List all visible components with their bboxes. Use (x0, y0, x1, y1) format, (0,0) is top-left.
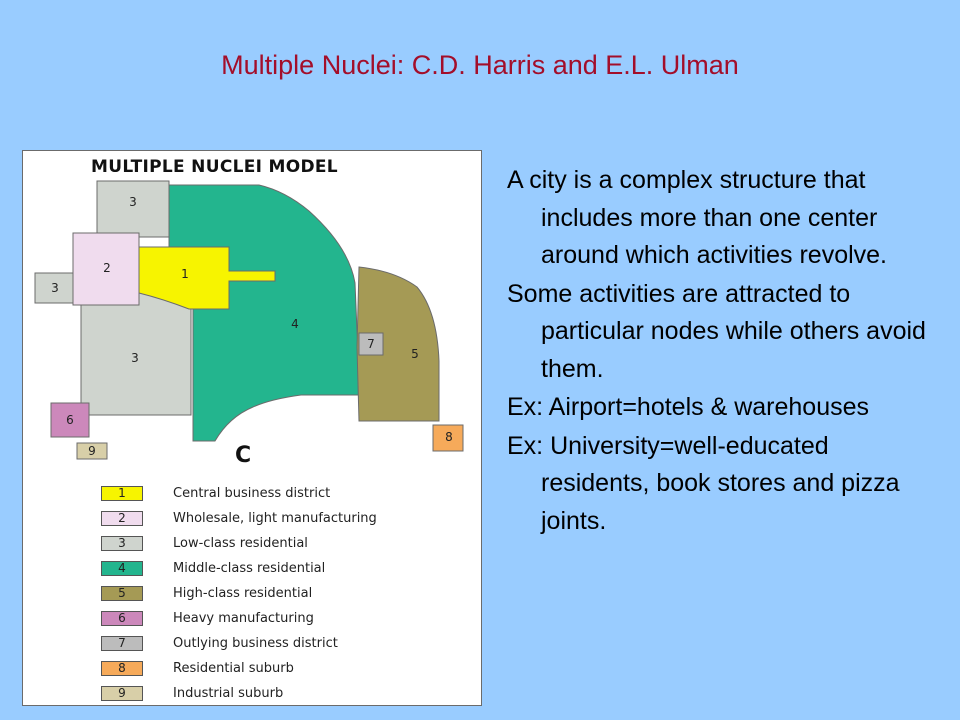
zone-4-middle-class (169, 185, 363, 441)
diagram-title: MULTIPLE NUCLEI MODEL (91, 157, 338, 177)
zone-6-label: 6 (66, 413, 74, 427)
zone-9-label: 9 (88, 444, 96, 458)
legend-swatch: 6 (101, 611, 143, 626)
legend-swatch: 1 (101, 486, 143, 501)
zone-4-label: 4 (291, 317, 299, 331)
zone-3-main-label: 3 (131, 351, 139, 365)
legend-label: Middle-class residential (173, 561, 326, 576)
legend-swatch: 7 (101, 636, 143, 651)
zone-3-north-label: 3 (129, 195, 137, 209)
zone-3-west-label: 3 (51, 281, 59, 295)
paragraph: Some activities are attracted to particular nodes while others avoid them. (507, 279, 926, 383)
zone-7-label: 7 (367, 337, 375, 351)
legend-item (101, 531, 471, 556)
legend-swatch: 8 (101, 661, 143, 676)
legend-swatch: 9 (101, 686, 143, 701)
slide-title: Multiple Nuclei: C.D. Harris and E.L. Ulman (221, 50, 739, 80)
legend-label: Central business district (173, 486, 331, 501)
legend-item (101, 506, 471, 531)
legend (101, 481, 471, 706)
legend-item (101, 481, 471, 506)
legend-item (101, 631, 471, 656)
body-text (507, 162, 937, 541)
legend-item (101, 606, 471, 631)
zone-2-label: 2 (103, 261, 111, 275)
legend-item (101, 581, 471, 606)
paragraph: Ex: University=well-educated residents, book stores and pizza joints. (507, 431, 900, 535)
legend-swatch: 3 (101, 536, 143, 551)
legend-swatch: 4 (101, 561, 143, 576)
zone-5-label: 5 (411, 347, 419, 361)
legend-label: Low-class residential (173, 536, 308, 551)
zone-3-north (97, 181, 169, 237)
legend-label: Heavy manufacturing (173, 611, 314, 626)
legend-item (101, 681, 471, 706)
zone-8-label: 8 (445, 430, 453, 444)
paragraph: Ex: Airport=hotels & warehouses (507, 393, 869, 421)
multiple-nuclei-diagram (22, 150, 482, 706)
legend-label: Wholesale, light manufacturing (173, 511, 377, 526)
legend-label: Residential suburb (173, 661, 294, 676)
legend-swatch: 2 (101, 511, 143, 526)
zone-1-label: 1 (181, 267, 189, 281)
legend-label: Outlying business district (173, 636, 338, 651)
paragraph: A city is a complex structure that includes more than one center around which activities revolve. (507, 166, 887, 269)
legend-item (101, 556, 471, 581)
legend-label: High-class residential (173, 586, 313, 601)
legend-swatch: 5 (101, 586, 143, 601)
center-label: C (235, 443, 252, 468)
legend-item (101, 656, 471, 681)
legend-label: Industrial suburb (173, 686, 284, 701)
